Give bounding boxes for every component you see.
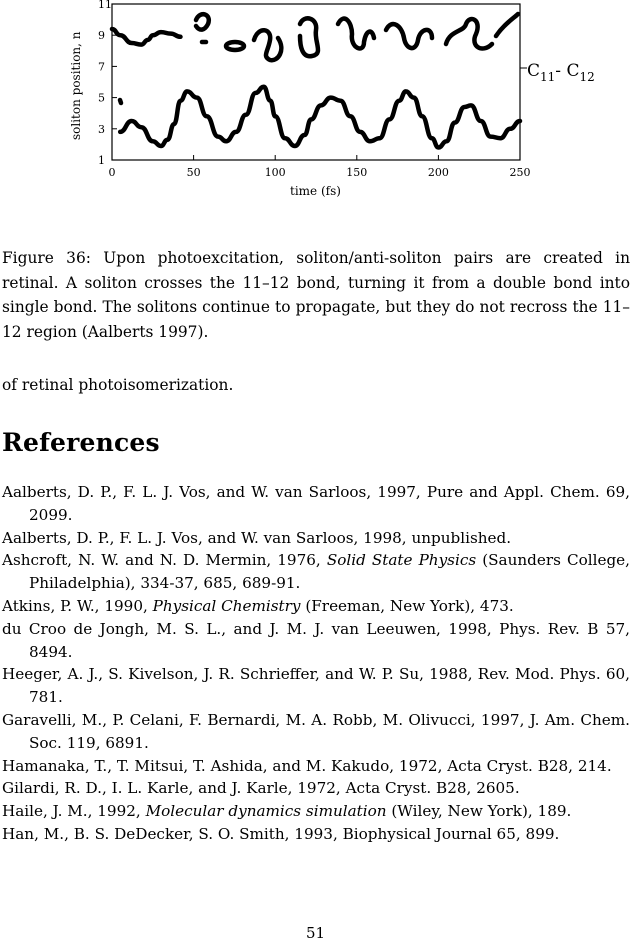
- reference-entry: [2, 595, 630, 618]
- reference-entry: [2, 481, 630, 527]
- reference-text-tail: (Saunders College, Philadelphia), 334-37, 685, 689-91.: [29, 551, 630, 593]
- reference-text: Heeger, A. J., S. Kivelson, J. R. Schrieffer, and W. P. Su, 1988, Rev. Mod. Phys. 60, 781.: [2, 665, 630, 707]
- y-tick-label: 9: [98, 29, 105, 43]
- x-axis-ticks: [109, 155, 531, 179]
- soliton-position-figure: [0, 0, 631, 215]
- x-tick-label: 250: [509, 166, 531, 179]
- y-tick-label: 1: [98, 154, 105, 167]
- reference-entry: [2, 527, 630, 550]
- reference-entry: [2, 618, 630, 664]
- reference-text: Gilardi, R. D., I. L. Karle, and J. Karle, 1972, Acta Cryst. B28, 2605.: [2, 779, 520, 798]
- x-tick-label: 100: [264, 166, 286, 179]
- reference-text: Aalberts, D. P., F. L. J. Vos, and W. van Sarloos, 1998, unpublished.: [2, 528, 512, 547]
- figure-caption: [2, 246, 630, 344]
- reference-entry: [2, 777, 630, 800]
- y-axis-ticks: [98, 0, 117, 167]
- reference-text: Garavelli, M., P. Celani, F. Bernardi, M. A. Robb, M. Olivucci, 1997, J. Am. Chem. Soc. 119, 6891.: [2, 710, 630, 752]
- reference-entry: [2, 709, 630, 755]
- x-tick-label: 50: [186, 166, 201, 179]
- reference-text: Haile, J. M., 1992,: [2, 802, 146, 821]
- x-axis-label: time (fs): [290, 184, 341, 198]
- reference-text: Atkins, P. W., 1990,: [2, 596, 153, 615]
- page-number: 51: [305, 924, 326, 942]
- x-tick-label: 200: [427, 166, 449, 179]
- y-axis-label: soliton position, n: [69, 31, 83, 140]
- figure-caption-text: Upon photoexcitation, soliton/anti-soliton pairs are created in retinal. A soliton crosses the 11–12 bond, turning it from a double bond into single bond. The solitons continue to propagate, but they do not recross the 11–12 region (Aalberts 1997).: [2, 249, 630, 341]
- x-tick-label: 150: [346, 166, 368, 179]
- soliton-trajectory-4: [380, 91, 520, 147]
- reference-entry: [2, 755, 630, 778]
- y-tick-label: 5: [98, 91, 105, 105]
- figure-label: Figure 36:: [2, 249, 91, 267]
- reference-text: Ashcroft, N. W. and N. D. Mermin, 1976,: [2, 551, 327, 570]
- reference-title: Solid State Physics: [326, 551, 477, 570]
- y-tick-label: 11: [98, 0, 112, 11]
- reference-text-tail: (Freeman, New York), 473.: [300, 596, 514, 615]
- reference-entry: [2, 663, 630, 709]
- reference-text-tail: (Wiley, New York), 189.: [386, 802, 572, 821]
- reference-title: Physical Chemistry: [152, 596, 301, 615]
- islands: [120, 14, 518, 103]
- soliton-trajectory-1: [112, 29, 181, 45]
- reference-title: Molecular dynamics simulation: [145, 802, 387, 821]
- bond-annotation: $C_{11}-$ $C_{12}$: [527, 61, 595, 84]
- references-heading: References: [2, 428, 160, 457]
- soliton-trajectory-3: [275, 98, 379, 146]
- body-text-fragment: of retinal photoisomerization.: [2, 376, 234, 394]
- reference-text: du Croo de Jongh, M. S. L., and J. M. J. van Leeuwen, 1998, Phys. Rev. B 57, 8494.: [2, 619, 630, 661]
- annotation-sub-1: 11: [540, 70, 556, 84]
- reference-text: Hamanaka, T., T. Mitsui, T. Ashida, and M. Kakudo, 1972, Acta Cryst. B28, 214.: [2, 756, 612, 775]
- reference-entry: [2, 800, 630, 823]
- reference-text: Han, M., B. S. DeDecker, S. O. Smith, 1993, Biophysical Journal 65, 899.: [2, 824, 560, 843]
- reference-text: Aalberts, D. P., F. L. J. Vos, and W. van Sarloos, 1997, Pure and Appl. Chem. 69, 2099.: [2, 483, 630, 524]
- x-tick-label: 0: [108, 166, 116, 179]
- reference-list: [2, 481, 630, 846]
- y-tick-label: 7: [98, 60, 105, 74]
- y-tick-label: 3: [98, 122, 105, 136]
- reference-entry: [2, 823, 630, 846]
- reference-entry: [2, 549, 630, 595]
- annotation-sub-2: 12: [579, 70, 595, 84]
- soliton-trajectory-2: [120, 87, 275, 146]
